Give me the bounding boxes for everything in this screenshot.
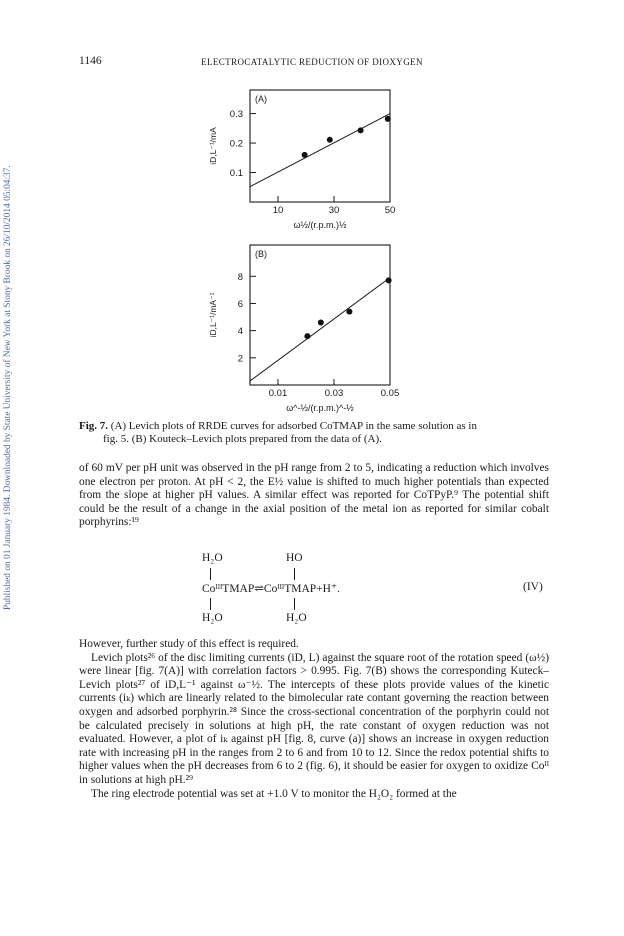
running-title: ELECTROCATALYTIC REDUCTION OF DIOXYGEN <box>201 57 423 67</box>
y-tick-label: 6 <box>237 298 243 310</box>
y-axis-label: iD,L⁻¹/mA⁻¹ <box>208 292 218 338</box>
plot-frame <box>250 90 390 202</box>
caption-lead: Fig. 7. <box>79 420 109 432</box>
x-tick-label: 0.01 <box>268 388 288 399</box>
data-point <box>304 333 310 339</box>
paragraph-3: Levich plots²⁶ of the disc limiting currents (iD, L) against the square root of the rotation speed (ω½) were linear [fig. 7(A)] with correlation factors > 0.995. Fig. 7(B) shows the corresponding Kuteck–Levich plots²⁷ of iD,L⁻¹ against ω⁻½. The intercepts of these plots provide values of the kinetic currents (iₖ) which are linearly related to the bimolecular rate contant governing the reaction between oxygen and adsorbed porphyrin.²⁸ Since the cross-sectional concentration of the porphyrin could not be calculated precisely in solutions at high pH, the rate constant of oxygen reduction was not evaluated. However, a plot of iₖ against pH [fig. 8, curve (a)] shows an increase in oxygen reduction rate with increasing pH in the ranges from 2 to 6 and from 10 to 12. Since the redox potential shifts to higher values when the pH decreases from 6 to 2 (fig. 6), it should be easier for oxygen to oxidize Coᴵᴵ in solutions at high pH.²⁹ <box>79 651 549 786</box>
page-number: 1146 <box>79 55 102 67</box>
paragraph-2: However, further study of this effect is required. <box>79 638 299 650</box>
chart-a-levich <box>210 88 420 230</box>
paragraph-1: of 60 mV per pH unit was observed in the pH range from 2 to 5, indicating a reduction which involves one electron per proton. At pH < 2, the E½ value is shifted to much higher potentials than expected from the slope at higher pH values. A similar effect was reported for CoTPyP.⁹ The potential shift could be the result of a change in the axial position of the metal ion as reported for similar cobalt porphyrins:¹⁹ <box>79 462 549 529</box>
y-tick-label: 8 <box>237 271 243 283</box>
body-paragraph-1 <box>79 462 549 530</box>
equation-top-left-ligand: H₂O <box>202 552 223 564</box>
data-point <box>386 277 392 283</box>
equation-number: (IV) <box>523 581 543 593</box>
equation-bond-bottom-left <box>210 598 211 610</box>
equation-bond-top-right <box>294 568 295 580</box>
caption-first-line: (A) Levich plots of RRDE curves for adsorbed CoTMAP in the same solution as in <box>108 420 477 432</box>
paragraph-4: The ring electrode potential was set at +1.0 V to monitor the H₂O₂ formed at the <box>91 787 457 800</box>
y-axis-label: iD,L⁻¹/mA <box>208 127 218 165</box>
data-point <box>385 116 391 122</box>
x-tick-label: 10 <box>272 205 284 216</box>
equation-bottom-left-ligand: H₂O <box>202 612 223 624</box>
y-tick-label: 2 <box>237 353 243 365</box>
caption-second-line: fig. 5. (B) Kouteck–Levich plots prepared from the data of (A). <box>103 433 382 445</box>
data-point <box>327 137 333 143</box>
equation-bond-top-left <box>210 568 211 580</box>
equation-iv <box>0 552 624 634</box>
x-axis-label: ω½/(r.p.m.)½ <box>293 220 347 230</box>
data-point <box>358 127 364 133</box>
equation-top-right-ligand: HO <box>286 552 303 564</box>
x-tick-label: 30 <box>328 205 340 216</box>
body-paragraphs-2-4 <box>79 638 549 801</box>
data-point <box>346 309 352 315</box>
chart-b-koutecky-levich <box>210 243 420 415</box>
data-point <box>302 152 308 158</box>
x-tick-label: 0.05 <box>380 388 400 399</box>
panel-label: (A) <box>255 94 267 104</box>
x-axis-label: ω^-½/(r.p.m.)^-½ <box>286 403 354 413</box>
x-tick-label: 0.03 <box>324 388 344 399</box>
equation-bond-bottom-right <box>294 598 295 610</box>
equation-bottom-right-ligand: H₂O <box>286 612 307 624</box>
plot-frame <box>250 245 390 385</box>
y-tick-label: 0.2 <box>229 138 243 150</box>
x-tick-label: 50 <box>384 205 396 216</box>
equation-main: CoᴵᴵᴵTMAP⇌CoᴵᴵᴵTMAP+H⁺. <box>202 583 340 595</box>
download-notice: Published on 01 January 1984. Downloaded by State University of New York at Stony Brook on 26/10/2014 05:04:37. <box>3 165 13 610</box>
download-watermark <box>3 90 17 610</box>
y-tick-label: 4 <box>237 326 243 338</box>
y-tick-label: 0.3 <box>229 109 243 121</box>
panel-label: (B) <box>255 249 267 259</box>
data-point <box>318 319 324 325</box>
y-tick-label: 0.1 <box>229 168 243 180</box>
fit-line <box>250 114 390 187</box>
figure-caption <box>79 420 549 446</box>
fit-line <box>250 278 390 381</box>
